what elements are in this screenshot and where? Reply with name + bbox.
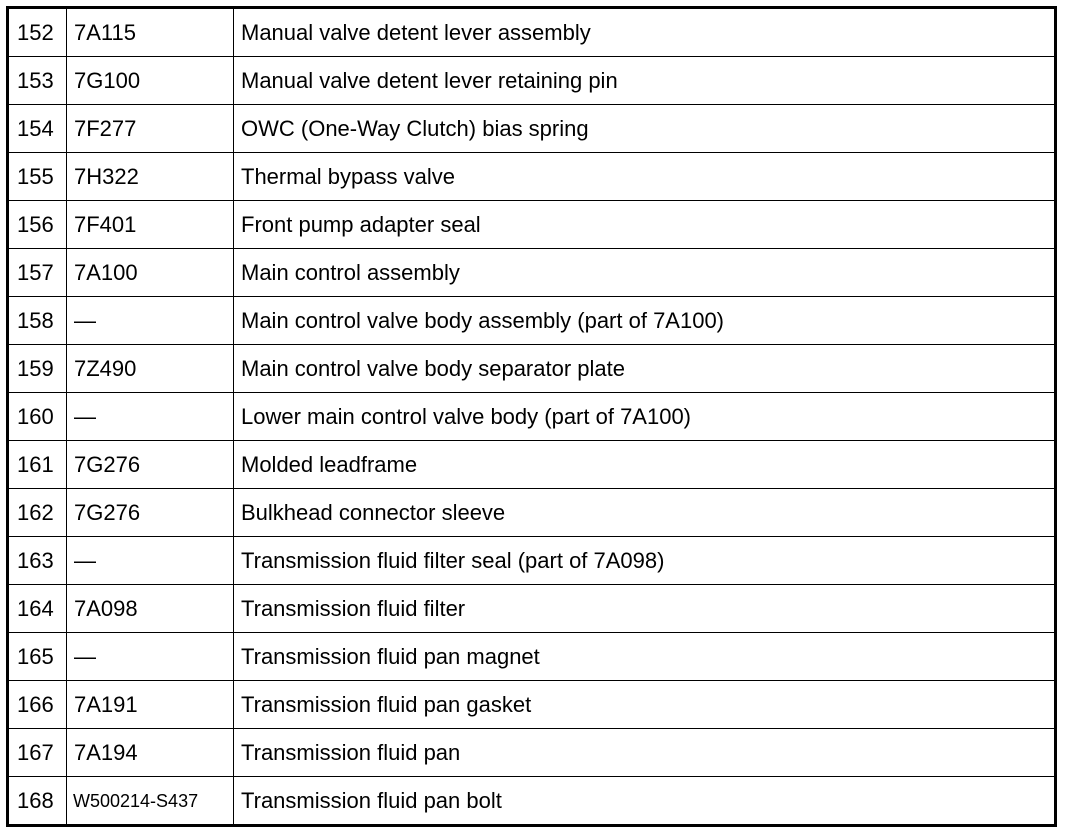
item-number-cell: 163 xyxy=(8,537,67,585)
description-cell: Main control valve body separator plate xyxy=(234,345,1056,393)
part-number-cell: — xyxy=(67,297,234,345)
table-row xyxy=(8,441,1056,489)
table-row xyxy=(8,393,1056,441)
description-cell: Manual valve detent lever retaining pin xyxy=(234,57,1056,105)
part-number-cell: 7A098 xyxy=(67,585,234,633)
table-row xyxy=(8,201,1056,249)
table-row xyxy=(8,345,1056,393)
item-number-cell: 153 xyxy=(8,57,67,105)
table-row xyxy=(8,681,1056,729)
table-row xyxy=(8,297,1056,345)
table-row xyxy=(8,585,1056,633)
table-row xyxy=(8,57,1056,105)
part-number-cell: 7F277 xyxy=(67,105,234,153)
item-number-cell: 158 xyxy=(8,297,67,345)
part-number-cell: 7H322 xyxy=(67,153,234,201)
description-cell: OWC (One-Way Clutch) bias spring xyxy=(234,105,1056,153)
table-row xyxy=(8,153,1056,201)
parts-table xyxy=(6,6,1057,827)
description-cell: Thermal bypass valve xyxy=(234,153,1056,201)
item-number-cell: 155 xyxy=(8,153,67,201)
item-number-cell: 157 xyxy=(8,249,67,297)
table-row xyxy=(8,8,1056,57)
description-cell: Lower main control valve body (part of 7A100) xyxy=(234,393,1056,441)
description-cell: Main control assembly xyxy=(234,249,1056,297)
part-number-cell: 7A191 xyxy=(67,681,234,729)
part-number-cell: 7A194 xyxy=(67,729,234,777)
table-row xyxy=(8,249,1056,297)
item-number-cell: 156 xyxy=(8,201,67,249)
description-cell: Transmission fluid pan magnet xyxy=(234,633,1056,681)
part-number-cell: 7F401 xyxy=(67,201,234,249)
description-cell: Manual valve detent lever assembly xyxy=(234,8,1056,57)
parts-table-body xyxy=(8,8,1056,826)
table-row xyxy=(8,537,1056,585)
part-number-cell: — xyxy=(67,633,234,681)
description-cell: Bulkhead connector sleeve xyxy=(234,489,1056,537)
item-number-cell: 165 xyxy=(8,633,67,681)
item-number-cell: 164 xyxy=(8,585,67,633)
part-number-cell: W500214-S437 xyxy=(67,777,234,826)
description-cell: Molded leadframe xyxy=(234,441,1056,489)
description-cell: Transmission fluid pan bolt xyxy=(234,777,1056,826)
part-number-cell: 7A115 xyxy=(67,8,234,57)
item-number-cell: 168 xyxy=(8,777,67,826)
item-number-cell: 160 xyxy=(8,393,67,441)
table-row xyxy=(8,489,1056,537)
description-cell: Transmission fluid pan gasket xyxy=(234,681,1056,729)
part-number-cell: — xyxy=(67,393,234,441)
item-number-cell: 152 xyxy=(8,8,67,57)
part-number-cell: 7G276 xyxy=(67,441,234,489)
table-row xyxy=(8,729,1056,777)
description-cell: Transmission fluid filter xyxy=(234,585,1056,633)
part-number-cell: 7G100 xyxy=(67,57,234,105)
part-number-cell: 7G276 xyxy=(67,489,234,537)
table-row xyxy=(8,105,1056,153)
description-cell: Transmission fluid pan xyxy=(234,729,1056,777)
item-number-cell: 162 xyxy=(8,489,67,537)
item-number-cell: 159 xyxy=(8,345,67,393)
table-row xyxy=(8,777,1056,826)
part-number-cell: 7A100 xyxy=(67,249,234,297)
description-cell: Transmission fluid filter seal (part of 7A098) xyxy=(234,537,1056,585)
part-number-cell: 7Z490 xyxy=(67,345,234,393)
item-number-cell: 166 xyxy=(8,681,67,729)
part-number-cell: — xyxy=(67,537,234,585)
item-number-cell: 161 xyxy=(8,441,67,489)
description-cell: Front pump adapter seal xyxy=(234,201,1056,249)
item-number-cell: 167 xyxy=(8,729,67,777)
item-number-cell: 154 xyxy=(8,105,67,153)
table-row xyxy=(8,633,1056,681)
description-cell: Main control valve body assembly (part of 7A100) xyxy=(234,297,1056,345)
